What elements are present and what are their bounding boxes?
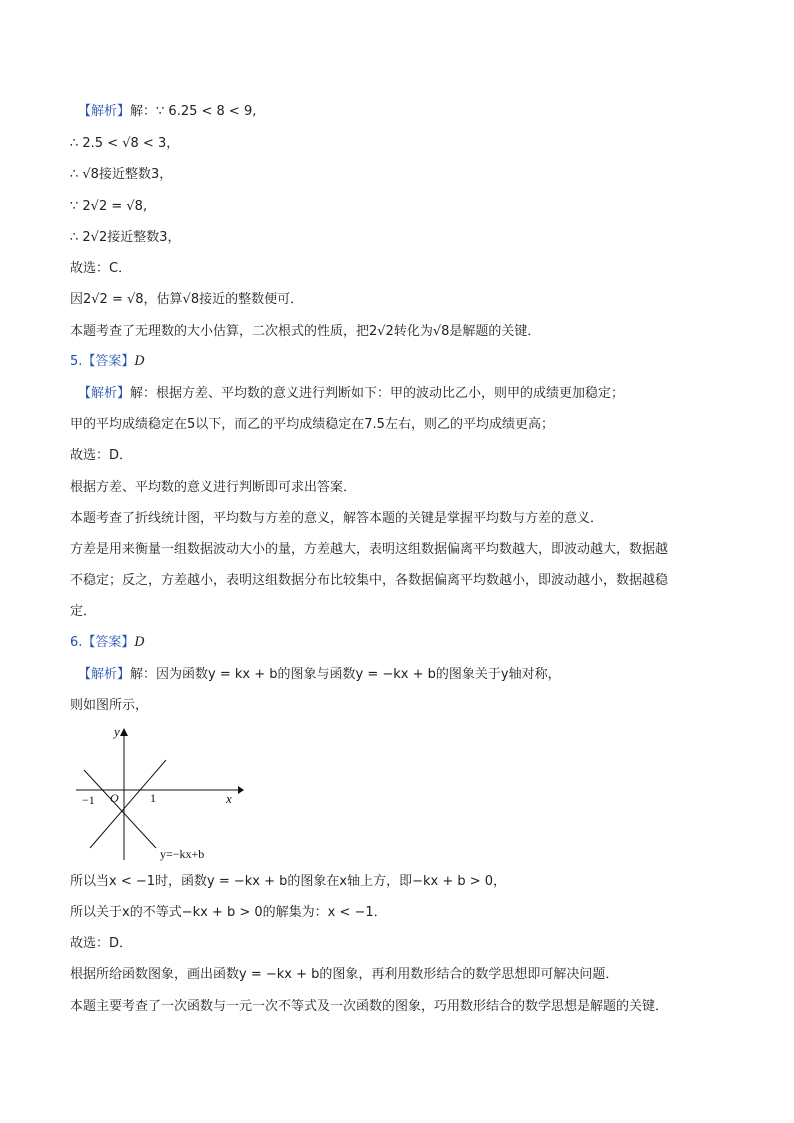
line-text: ∴ 2√2接近整数3， [70, 230, 181, 245]
line-text: 故选：C． [70, 261, 132, 276]
y-axis-label: y [114, 724, 120, 739]
line-text: 本题考查了折线统计图，平均数与方差的意义，解答本题的关键是掌握平均数与方差的意义． [70, 511, 604, 526]
line-text: 方差是用来衡量一组数据波动大小的量，方差越大，表明这组数据偏离平均数越大，即波动越大，数据越 [70, 542, 669, 557]
text-line [78, 102, 256, 122]
answer-heading [70, 633, 145, 653]
line-text: 不稳定；反之，方差越小，表明这组数据分布比较集中，各数据偏离平均数越小，即波动越小，数据越稳 [70, 573, 669, 588]
text-line [70, 259, 131, 279]
text-line [70, 415, 554, 435]
text-line [70, 509, 603, 529]
line-text: 本题主要考查了一次函数与一元一次不等式及一次函数的图象，巧用数形结合的数学思想是解题的关键． [70, 999, 669, 1014]
answer-tag: 5.【答案】 [70, 354, 135, 369]
answer-heading [70, 352, 145, 372]
text-line [70, 446, 132, 466]
line-text: ∴ 2.5 < √8 < 3， [70, 136, 180, 151]
y-axis-arrow-icon [120, 728, 128, 736]
line-text: 本题考查了无理数的大小估算，二次根式的性质，把2√2转化为√8是解题的关键． [70, 324, 541, 339]
line-text: 则如图所示， [70, 698, 149, 713]
answer-letter: D [134, 635, 145, 650]
answer-letter: D [134, 354, 145, 369]
neg-one-label: −1 [82, 793, 95, 807]
text-line [70, 934, 132, 954]
function-graph [74, 722, 244, 864]
line-text: 因2√2 = √8，估算√8接近的整数便可． [70, 292, 304, 307]
x-axis-label: x [226, 791, 232, 806]
text-line [70, 903, 387, 923]
analysis-tag: 【解析】 [78, 386, 131, 401]
analysis-tag: 【解析】 [78, 667, 131, 682]
text-line [70, 696, 148, 716]
origin-label: O [110, 791, 119, 805]
line-text: 解：∵ 6.25 < 8 < 9, [130, 104, 257, 119]
line-equation-label: y=−kx+b [160, 847, 205, 861]
x-axis-arrow-icon [238, 786, 244, 794]
text-line [70, 997, 668, 1017]
text-line [70, 228, 181, 248]
line-text: 所以当x < −1时，函数y = −kx + b的图象在x轴上方，即−kx + b > 0， [70, 874, 507, 889]
text-line [70, 540, 668, 560]
line-text: 甲的平均成绩稳定在5以下，而乙的平均成绩稳定在7.5左右，则乙的平均成绩更高； [70, 417, 554, 432]
one-label: 1 [150, 791, 156, 805]
text-line [70, 872, 506, 892]
line-text: 根据所给函数图象，画出函数y = −kx + b的图象，再利用数形结合的数学思想即可解决问题． [70, 967, 619, 982]
text-line [70, 290, 303, 310]
text-line [78, 665, 561, 685]
text-line [78, 384, 624, 404]
line-text: 解：因为函数y = kx + b的图象与函数y = −kx + b的图象关于y轴对称， [130, 667, 561, 682]
text-line [70, 965, 618, 985]
line-text: ∴ √8接近整数3， [70, 167, 173, 182]
line-text: ∵ 2√2 = √8, [70, 199, 148, 214]
line-text: 根据方差、平均数的意义进行判断即可求出答案． [70, 480, 357, 495]
analysis-tag: 【解析】 [78, 104, 131, 119]
line-text: 解：根据方差、平均数的意义进行判断如下：甲的波动比乙小，则甲的成绩更加稳定； [130, 386, 625, 401]
text-line [70, 165, 172, 185]
line-text: 定． [70, 604, 97, 619]
line-text: 故选：D． [70, 936, 133, 951]
text-line [70, 571, 668, 591]
line-text: 所以关于x的不等式−kx + b > 0的解集为：x < −1． [70, 905, 387, 920]
line-neg-kx-plus-b [84, 770, 156, 848]
text-line [70, 478, 356, 498]
answer-tag: 6.【答案】 [70, 635, 135, 650]
text-line [70, 134, 179, 154]
text-line [70, 197, 147, 217]
text-line [70, 602, 96, 622]
line-text: 故选：D． [70, 448, 133, 463]
text-line [70, 322, 540, 342]
